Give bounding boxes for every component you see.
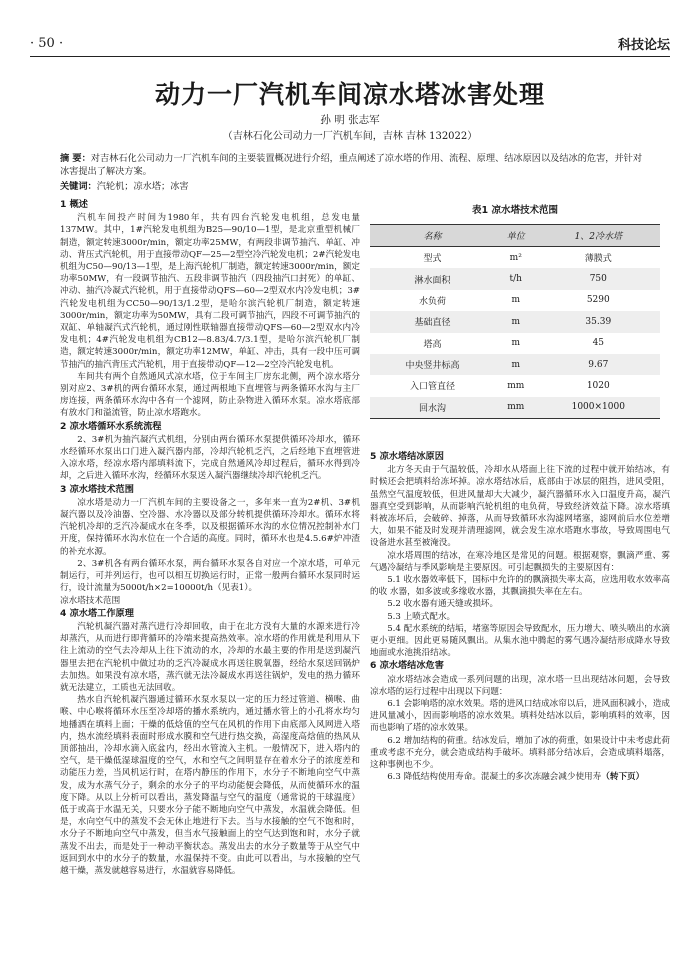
table-cell: 1020 (586, 380, 610, 391)
page-number: · 50 · (30, 36, 64, 51)
tech-table (370, 202, 660, 419)
article-title: 动力一厂汽机车间凉水塔冰害处理 (154, 80, 545, 109)
table-cell: 1000×1000 (537, 397, 660, 419)
journal-name: 科技论坛 (617, 38, 670, 53)
table-row (370, 375, 660, 396)
table-cell: 45 (592, 338, 605, 349)
table-caption: 表1 凉水塔技术范围 (472, 205, 558, 216)
table-cell: 淋水面积 (414, 275, 451, 286)
table-cell: mm (507, 380, 525, 391)
table-cell: 回水沟 (370, 397, 495, 419)
abstract-text: 对吉林石化公司动力一厂汽机车间的主要装置概况进行介绍，重点阐述了凉水塔的作用、流程、原理、结冰原因以及结冰的危害，并针对冰害提出了解决方案。 (60, 153, 643, 177)
table-cell: 35.39 (585, 316, 612, 327)
table-cell: 中央竖井标高 (405, 361, 460, 372)
authors: 孙 明 张志军 (320, 114, 380, 126)
header-cell: 名称 (370, 225, 495, 247)
abstract-label: 摘 要： (60, 153, 91, 164)
table-cell: 750 (589, 274, 607, 285)
table-cell: m (511, 295, 521, 306)
continued-label: （转下页） (601, 772, 645, 783)
section-heading: 4 凉水塔工作原理 (60, 607, 134, 619)
list-item-text: 6.3 降低结构使用寿命。混凝土的多次冻融会减少使用寿 (387, 772, 602, 783)
paragraph: 车间共有两个自然通风式凉水塔，位于车间主厂房东北侧，两个凉水塔分别对应2、3#机的两台循环水泵，通过两根地下直埋管与两条循环水沟与主厂房连接，两条循环水沟中各有一个滤网，防止杂物进入循环水泵。凉水塔底部有放水门和溢流管，防止凉水塔跑水。 (60, 371, 360, 419)
table-cell: m² (509, 252, 522, 263)
table-cell: 9.67 (588, 359, 609, 370)
table-cell: 塔高 (423, 339, 442, 350)
affiliation: （吉林石化公司动力一厂汽机车间，吉林 吉林 132022） (222, 131, 478, 142)
table-row (370, 397, 660, 419)
list-item: 6.2 增加结构的荷重。结冰发后，增加了冰的荷重，如果设计中未考虑此荷重或考虑不充分，就会造成结构手破坏。填料部分结冰后，会造成填料塌落，这种事例也不少。 (370, 735, 670, 771)
list-item: 5.3 上喷式配水。 (387, 611, 456, 622)
table-cell: mm (495, 397, 537, 419)
table-cell: m (511, 316, 521, 327)
table-row (370, 354, 660, 375)
table-header-row (370, 225, 660, 247)
hazard-list (370, 698, 670, 783)
paragraph: 汽轮机凝汽器对蒸汽进行冷却回收，由于在北方没有大量的水源来进行冷却蒸汽，从而进行即背循环的冷端来提高热效率。凉水塔的作用就是利用从下往上流动的空气去冷却从上往下流动的水，冷却的水最主要的作用是送到凝汽器里去把在汽轮机中做过功的乏汽冷凝成水再送往脱氧器，经给水泵送回锅炉去加热。如果没有凉水塔，蒸汽就无法冷凝成水再送往锅炉，发电的热力循环就无法建立，工质也无法回收。 (60, 621, 360, 693)
table-row (370, 290, 660, 311)
keywords-label: 关键词： (60, 181, 97, 192)
table-cell: 基础直径 (414, 318, 451, 329)
table-cell: m (511, 359, 521, 370)
section-heading: 3 凉水塔技术范围 (60, 483, 134, 495)
paragraph: 2、3#机为抽汽凝汽式机组，分别由两台循环水泵提供循环冷却水，循环水经循环水泵出口门进入凝汽器内部，冷却汽轮机乏汽，之后经地下直埋管进入凉水塔，经凉水塔内部填料流下，完成自然通风冷却过程后，循环水得到冷却，之后进入循环水沟，经循环水泵送入凝汽器继续冷却汽轮机乏汽。 (60, 434, 360, 482)
paragraph: 汽机车间投产时间为1980年，共有四台汽轮发电机组，总发电量137MW。其中，1#汽轮发电机组为B25—90/10—1型，是北京重型机械厂制造，额定转速3000r/min，额定功率25MW，有两段非调节抽汽、单缸、冲动、背压式汽轮机，用于直接带动QF—25—2型空冷汽轮发电机；2#汽轮发电机组为C50—90/13—1型，是上海汽轮机厂制造，额定转速3000r/min，额定功率50MW，有一段调节抽汽、五段非调节抽汽（四段抽汽口封死）的单缸、冲动、抽汽冷凝式汽轮机，用于直接带动QFS—60—2型双水内冷发电机；3#汽轮发电机组为CC50—90/13/1.2型，是哈尔滨汽轮机厂制造，额定转速3000r/min，额定功率为50MW，具有二段可调节抽汽，四段不可调节抽汽的双缸、单轴凝汽式汽轮机，通过刚性联轴器直接带动QFS—60—2型双水内冷发电机；4#汽轮发电机组为CB12—8.83/4.7/3.1型，是哈尔滨汽轮机厂制造，额定转速3000r/min，额定功率12MW，单缸、冲击，具有一段中压可调节抽汽的抽汽背压式汽轮机，用于直接带动QF—12—2空冷汽轮发电机。 (60, 213, 360, 370)
paragraph: 凉水塔技术范围 (60, 595, 121, 606)
table (370, 224, 660, 419)
paragraph: 北方冬天由于气温较低，冷却水从塔面上往下流的过程中就开始结冰，有时候还会把填料给冻坏掉。凉水塔结冰后，底部由于冰层的阻挡，进风受阻，虽然空气温度较低，但进风量却大大减少，凝汽器循环水入口温度升高，凝汽器真空受到影响，从而影响汽轮机组的电负荷，导致经济效益下降。凉水塔填料被冻坏后，会破碎、掉落，从而导致循环水沟滤网堵塞，滤网前后水位差增大，如果不能及时发现并清理滤网，就会发生凉水塔跑水事故，导致周围电气设备进水甚至被淹没。 (370, 465, 670, 549)
list-item (370, 771, 670, 783)
list-item: 5.1 收水器效率低下，国标中允许的的飘滴损失率太高，应选用收水效率高的收 水器，如多波或多缘收水器，其飘滴损失率在左右。 (370, 575, 670, 598)
table-row (370, 247, 660, 269)
section-heading: 5 凉水塔结冰原因 (370, 451, 444, 462)
paragraph: 凉水塔周围的结冰，在寒冷地区是常见的问题。根据观察，飘滴严重、雾气遇冷凝结与季风影响是主要原因。可引起飘损失的主要原因有： (370, 550, 670, 573)
section-heading: 6 凉水塔结冰危害 (370, 660, 444, 672)
paragraph: 2、3#机各有两台循环水泵，两台循环水泵各自对应一个凉水塔，可单元制运行，可并列运行，也可以相互切换运行时，正常一般两台循环水泵同时运行，设计流量为5000t/h×2=10000t/h（见表1）。 (60, 558, 360, 594)
table-cell: 型式 (423, 254, 442, 265)
table-row (370, 333, 660, 354)
paragraph: 热水自汽轮机凝汽器通过循环水泵水泵以一定的压力经过管道、横喉、曲喉、中心喉将循环水压至冷却塔的播水系统内，通过播水管上的小孔将水均匀地播洒在填料上面；干燥的低焓值的空气在风机的作用下由底部入风网进入塔内，热水流经填料表面时形成水膜和空气进行热交换，高湿度高焓值的热风从顶部抽出，冷却水滴入底盆内，经出水管流入主机。一般情况下，进入塔内的空气，是干燥低湿球温度的空气，水和空气之间明显存在着水分子的浓度差和动能压力差，当风机运行时，在塔内静压的作用下，水分子不断地向空气中蒸发，成为水蒸气分子，剩余的水分子的平均动能便会降低，从而使循环水的温度下降。从以上分析可以看出，蒸发降温与空气的温度（通常说的干球温度）低于或高于水温无关，只要水分子能不断地向空气中蒸发，水温就会降低。但是，水向空气中的蒸发不会无休止地进行下去。当与水接触的空气不饱和时，水分子不断地向空气中蒸发，但当水气接触面上的空气达到饱和时，水分子就蒸发不出去，而是处于一种动平衡状态。蒸发出去的水分子数量等于从空气中返回到水中的水分子的数量，水温保持不变。由此可以看出，与水接触的空气越干燥，蒸发就越容易进行，水温就容易降低。 (60, 695, 360, 876)
table-cell: 入口管直径 (409, 382, 455, 393)
table-cell: 薄膜式 (584, 254, 612, 265)
table-row (370, 268, 660, 289)
keywords-text: 汽轮机；凉水塔；冰害 (96, 181, 189, 192)
list-item: 5.4 配水系统的结垢，堵塞等原因会导致配水，压力增大、喷头喷出的水滴更小更细。因此更易随风飘出。从集水池中腾起的雾气遇冷凝结形成降水导致地面或水池挑沿结冰。 (370, 623, 670, 659)
list-item: 5.2 收水器有通天缝或损坏。 (387, 599, 499, 610)
cause-list (370, 574, 670, 659)
paragraph: 凉水塔结冰会造成一系列问题的出现，凉水塔一旦出现结冰问题，会导致凉水塔的运行过程中出现以下问题： (370, 674, 670, 697)
right-column (370, 450, 670, 783)
page-header (30, 34, 670, 57)
table-cell: 水负荷 (418, 296, 446, 307)
section-heading: 2 凉水塔循环水系统流程 (60, 420, 162, 432)
abstract (60, 152, 650, 193)
header-cell: 单位 (495, 225, 537, 247)
section-heading: 1 概述 (60, 199, 88, 210)
left-column (60, 198, 360, 877)
table-row (370, 311, 660, 332)
table-cell: t/h (509, 274, 522, 285)
table-cell: 5290 (586, 295, 610, 306)
table-cell: m (511, 338, 521, 349)
paragraph: 凉水塔是动力一厂汽机车间的主要设备之一，多年来一直为2#机、3#机凝汽器以及冷油器、空冷器、水冷器以及部分转机提供循环冷却水。循环水将汽轮机冷却的乏汽冷凝成水在冬季，以及根据循环水沟的水位情况控制补水门开度，保持循环水沟水位在一个合适的高度。同时，循环水也是4.5.6#炉冲渣的补充水源。 (60, 497, 360, 557)
list-item: 6.1 会影响塔的凉水效果。塔的进风口结成冰帘以后，进风面积减小，造成进风量减小，因而影响塔的凉水效果。填料处结冰以后，影响填料的效率，因而也影响了塔的凉水效果。 (370, 699, 670, 734)
header-cell: 1、2冷水塔 (537, 225, 660, 247)
